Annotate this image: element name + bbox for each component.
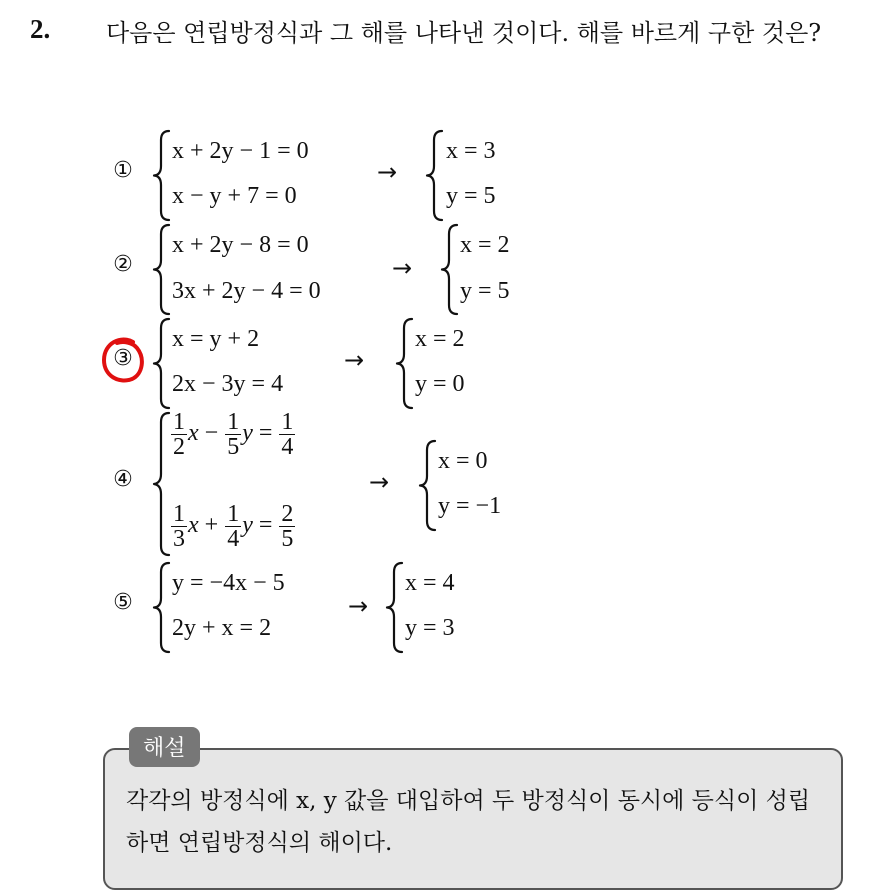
solution-y: y = 5 xyxy=(446,183,496,209)
arrow-icon: → xyxy=(392,254,413,282)
solution-y: y = 0 xyxy=(415,371,465,397)
solution-y: y = −1 xyxy=(438,493,502,519)
equation-1: y = −4x − 5 xyxy=(172,570,285,596)
question-number: 2. xyxy=(30,14,51,44)
arrow-icon: → xyxy=(348,592,369,620)
left-brace-icon xyxy=(425,128,445,223)
fraction: $\frac{1}{3}$ xyxy=(173,501,185,552)
solution-x: x = 2 xyxy=(460,232,510,258)
option-3[interactable] xyxy=(0,316,884,411)
option-4[interactable] xyxy=(0,410,884,560)
fraction-equation-2: $\frac{1}{3}$ x + $\frac{1}{4}$ y = $\frac{2}{5}$ xyxy=(173,501,294,552)
option-marker: ② xyxy=(113,252,133,277)
solution-x: x = 4 xyxy=(405,570,455,596)
equation-1: x + 2y − 1 = 0 xyxy=(172,138,309,164)
left-brace-icon xyxy=(385,560,405,655)
equation-2: x − y + 7 = 0 xyxy=(172,183,297,209)
fraction: $\frac{1}{4}$ xyxy=(281,409,294,460)
solution-x: x = 3 xyxy=(446,138,496,164)
solution-y: y = 5 xyxy=(460,278,510,304)
fraction: $\frac{1}{5}$ xyxy=(227,409,240,460)
left-brace-icon xyxy=(418,438,438,533)
left-brace-icon xyxy=(152,316,172,411)
left-brace-icon xyxy=(395,316,415,411)
solution-x: x = 2 xyxy=(415,326,465,352)
option-1[interactable] xyxy=(0,128,884,223)
option-2[interactable] xyxy=(0,222,884,317)
option-marker: ⑤ xyxy=(113,590,133,615)
arrow-icon: → xyxy=(369,468,390,496)
equation-2: 2x − 3y = 4 xyxy=(172,371,284,397)
equation-2: 2y + x = 2 xyxy=(172,615,272,641)
option-marker: ③ xyxy=(113,346,133,371)
arrow-icon: → xyxy=(377,158,398,186)
option-marker: ① xyxy=(113,158,133,183)
solution-y: y = 3 xyxy=(405,615,455,641)
fraction: $\frac{2}{5}$ xyxy=(281,501,294,552)
fraction-equation-1: $\frac{1}{2}$ x − $\frac{1}{5}$ y = $\frac{1}{4}$ xyxy=(173,409,294,460)
left-brace-icon xyxy=(152,222,172,317)
equation-1: x = y + 2 xyxy=(172,326,260,352)
fraction: $\frac{1}{2}$ xyxy=(173,409,185,460)
arrow-icon: → xyxy=(344,346,365,374)
solution-x: x = 0 xyxy=(438,448,488,474)
equation-2: 3x + 2y − 4 = 0 xyxy=(172,278,321,304)
option-5[interactable] xyxy=(0,560,884,655)
fraction: $\frac{1}{4}$ xyxy=(227,501,240,552)
left-brace-icon xyxy=(440,222,460,317)
left-brace-icon xyxy=(152,128,172,223)
left-brace-icon xyxy=(152,560,172,655)
explanation-tag: 해설 xyxy=(129,727,200,767)
explanation-text: 각각의 방정식에 x, y 값을 대입하여 두 방정식이 동시에 등식이 성립하면 연립방정식의 해이다. xyxy=(126,788,811,856)
equation-1: x + 2y − 8 = 0 xyxy=(172,232,309,258)
left-brace-icon xyxy=(152,410,172,558)
question-text: 다음은 연립방정식과 그 해를 나타낸 것이다. 해를 바르게 구한 것은? xyxy=(106,19,822,47)
option-marker: ④ xyxy=(113,467,133,492)
